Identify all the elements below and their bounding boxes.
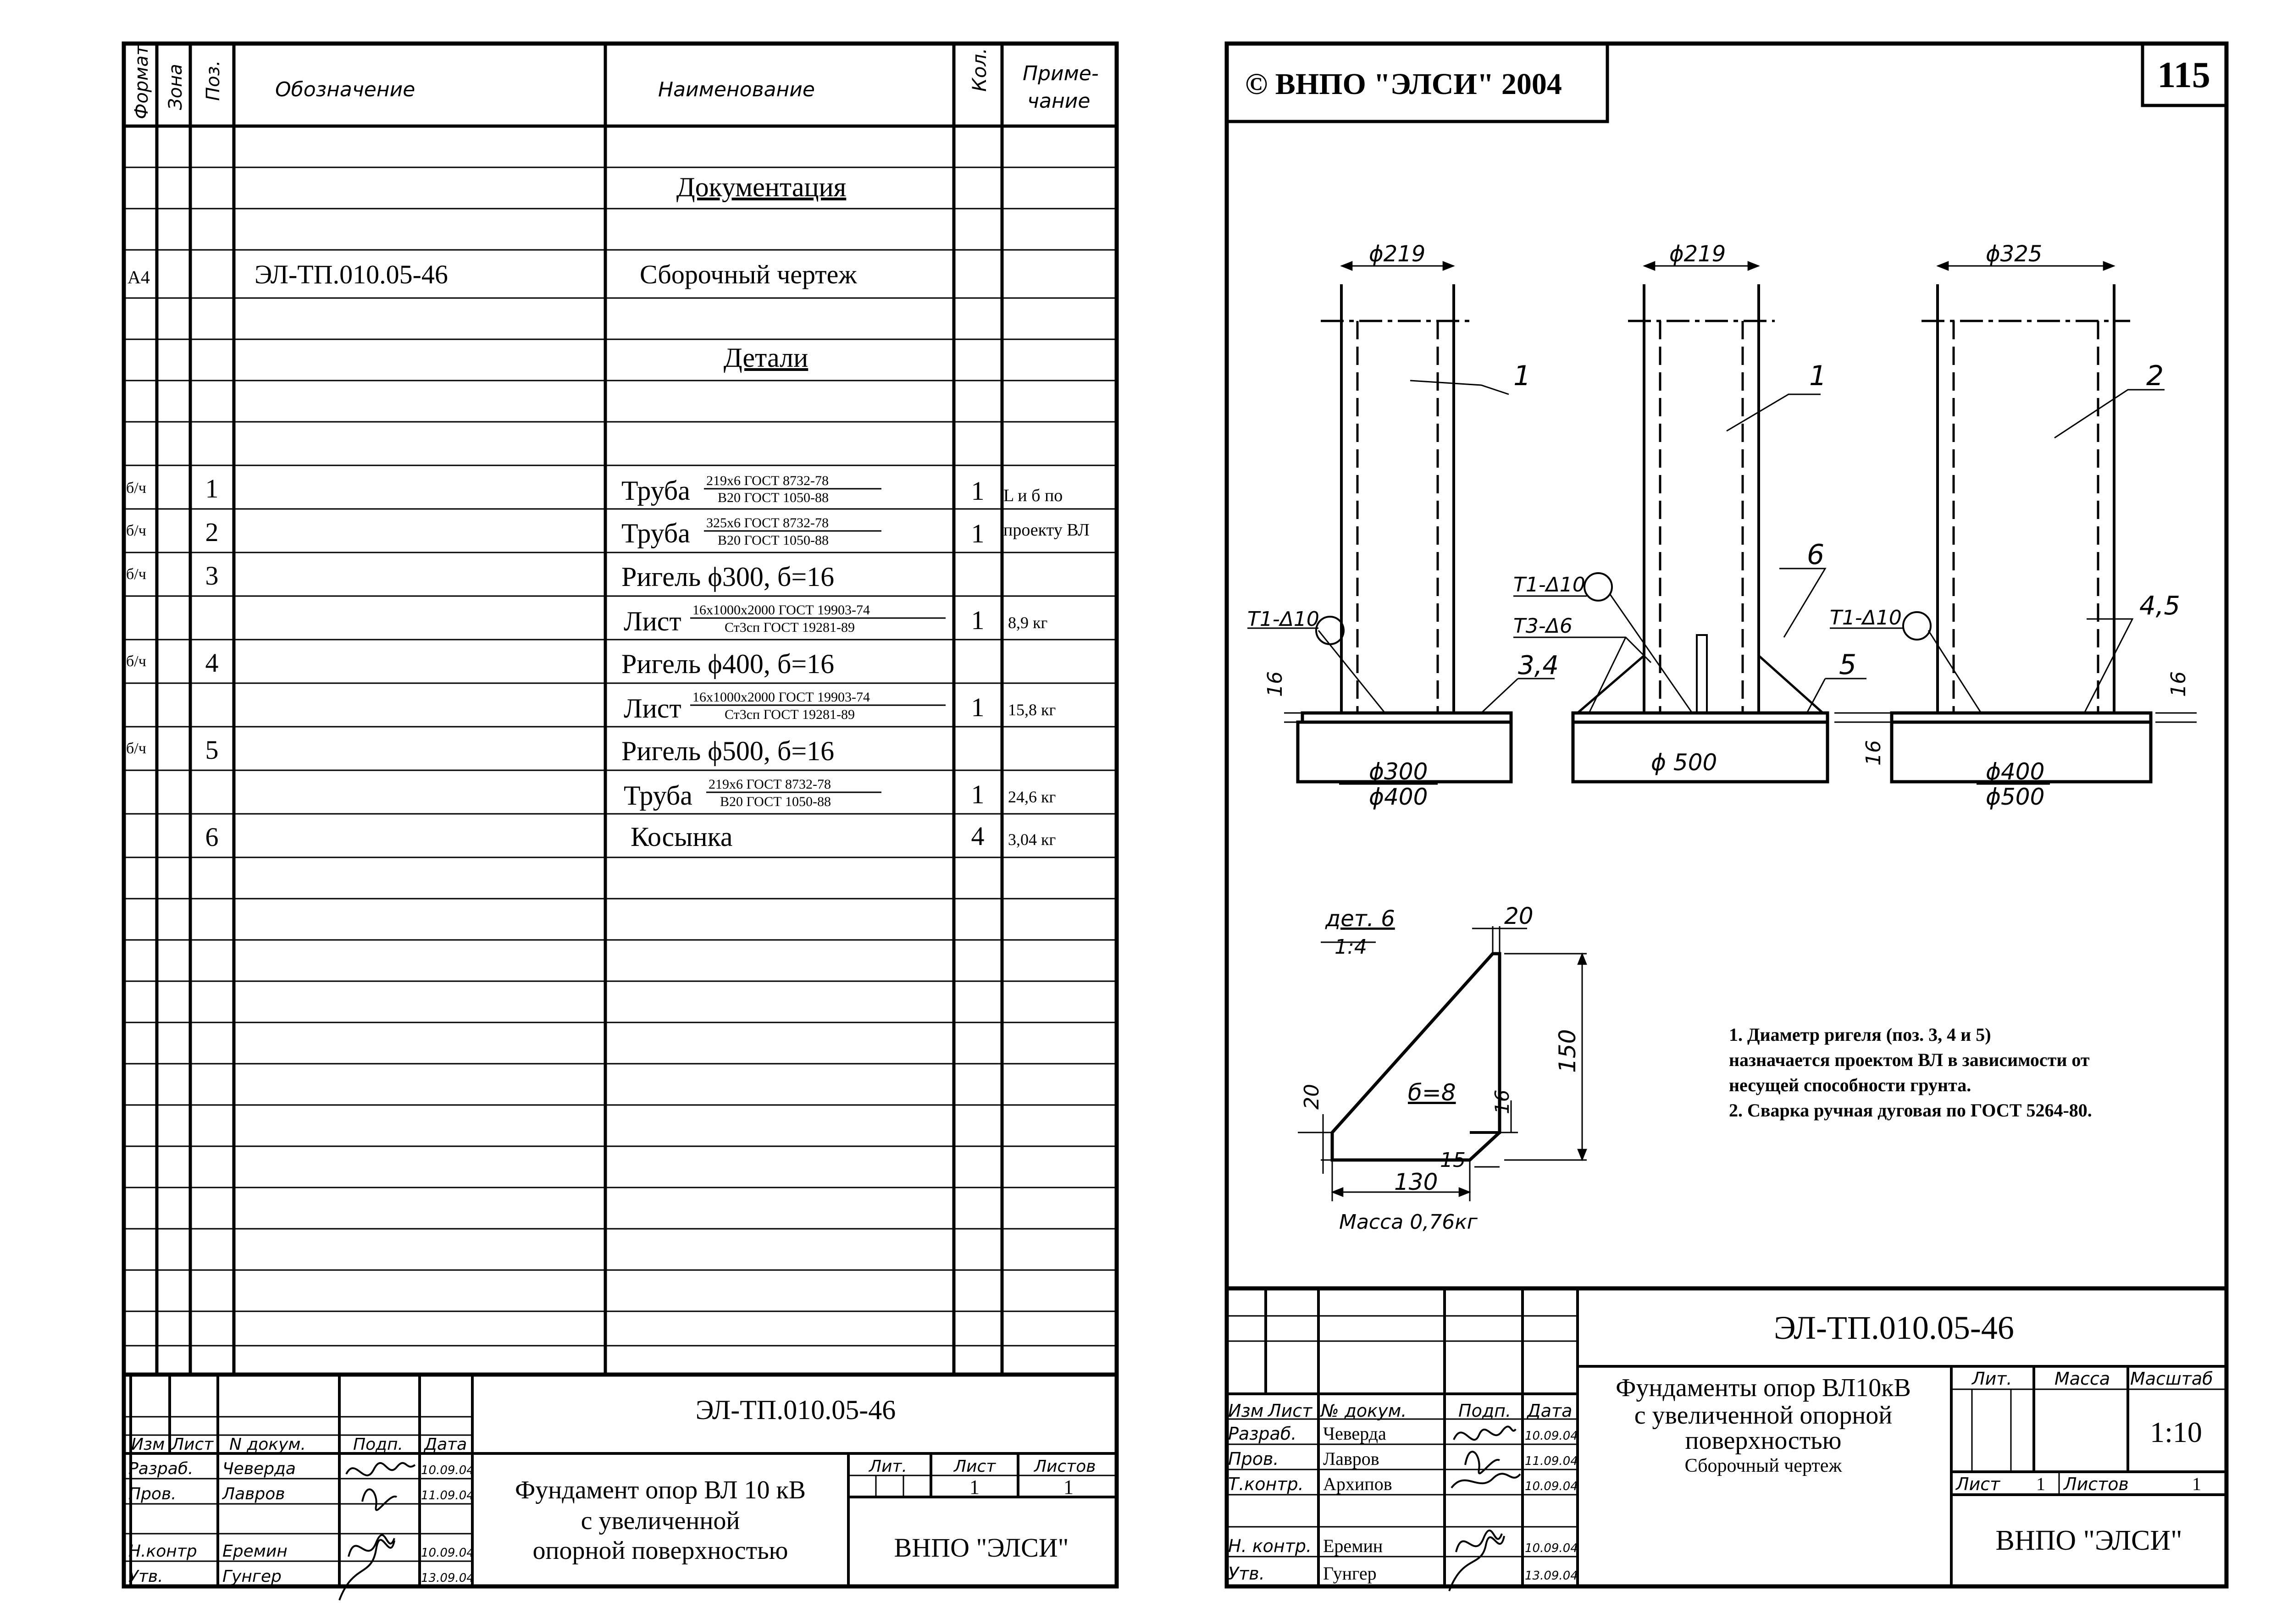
right-sheet-label: Лист (1956, 1474, 2000, 1494)
spec-rows (126, 172, 1090, 852)
header-qty: Кол. (968, 48, 991, 92)
right-sheets: 1 (2192, 1474, 2201, 1494)
row-name: Ригель ϕ400, б=16 (621, 649, 835, 679)
row-note: 3,04 кг (1008, 830, 1056, 849)
gusset-detail-labels (1300, 903, 1581, 1234)
row-qty: 1 (971, 605, 985, 635)
left-doc-code: ЭЛ-ТП.010.05-46 (695, 1395, 896, 1425)
right-date: 10.09.04 (1525, 1480, 1578, 1493)
right-title-texts (1228, 1309, 2213, 1591)
left-col-izm: Изм (131, 1435, 165, 1454)
row-qty: 1 (971, 476, 985, 506)
left-role: Н.контр (128, 1542, 197, 1561)
dim-d219b: ϕ219 (1669, 241, 1726, 267)
left-date: 10.09.04 (421, 1464, 474, 1477)
left-title-line-3: опорной поверхностью (532, 1536, 788, 1565)
thickness-16c: 16 (2167, 671, 2190, 697)
row-frac-bottom: В20 ГОСТ 1050-88 (718, 490, 829, 505)
copyright-label: © ВНПО "ЭЛСИ" 2004 (1245, 67, 1562, 101)
row-name: Сборочный чертеж (640, 260, 857, 289)
row-frac-top: 219х6 ГОСТ 8732-78 (709, 777, 831, 792)
right-role: Пров. (1228, 1449, 1279, 1469)
left-lit-label: Лит. (869, 1457, 907, 1476)
note-line: назначается проектом ВЛ в зависимости от (1729, 1050, 2090, 1070)
right-scale-label: Масштаб (2130, 1369, 2213, 1389)
left-date: 13.09.04 (421, 1571, 474, 1585)
callout-34: 3,4 (1518, 651, 1559, 680)
left-col-data: Дата (424, 1435, 467, 1454)
row-qty: 4 (971, 821, 985, 851)
dim-d500a: ϕ 500 (1651, 749, 1717, 776)
assembly-sheet (1227, 44, 2226, 1586)
left-title-line-1: Фундамент опор ВЛ 10 кВ (515, 1476, 806, 1504)
right-date: 11.09.04 (1525, 1454, 1578, 1468)
right-org: ВНПО "ЭЛСИ" (1995, 1525, 2182, 1556)
row-format: б/ч (126, 480, 146, 497)
header-note-2: чание (1027, 89, 1091, 113)
foundation-view-1 (1247, 266, 1555, 782)
detail-dim-20-top: 20 (1504, 903, 1534, 929)
row-name: Труба (624, 780, 692, 811)
right-col-izm: Изм (1228, 1401, 1264, 1421)
row-format: A4 (127, 267, 150, 287)
thickness-16a: 16 (1263, 671, 1287, 697)
header-pos: Поз. (203, 60, 224, 101)
row-note: 15,8 кг (1008, 701, 1056, 719)
right-date: 13.09.04 (1525, 1569, 1578, 1583)
detail-dim-16: 16 (1491, 1089, 1513, 1114)
row-frac-bottom: В20 ГОСТ 1050-88 (720, 794, 831, 809)
row-name: Труба (621, 518, 690, 548)
section-title-details: Детали (723, 342, 808, 373)
right-person: Гунгер (1323, 1563, 1377, 1584)
left-col-ndoc: N докум. (229, 1435, 306, 1454)
row-format: б/ч (126, 740, 146, 757)
header-format: Формат (131, 44, 152, 119)
right-person: Еремин (1323, 1536, 1383, 1556)
row-frac-top: 16х1000х2000 ГОСТ 19903-74 (692, 602, 870, 618)
note-line: 1. Диаметр ригеля (поз. 3, 4 и 5) (1729, 1024, 1991, 1045)
right-title-line-1: Фундаменты опор ВЛ10кВ (1616, 1374, 1911, 1402)
row-name: Косынка (631, 822, 733, 852)
weld-t1-b: Т1-Δ10 (1513, 573, 1585, 597)
row-frac-bottom: Ст3сп ГОСТ 19281-89 (725, 707, 855, 722)
right-col-data: Дата (1527, 1401, 1573, 1421)
detail-dim-130: 130 (1394, 1169, 1438, 1195)
right-date: 10.09.04 (1525, 1541, 1578, 1555)
right-title-line-2: с увеличенной опорной (1634, 1401, 1893, 1430)
note-line: 2. Сварка ручная дуговая по ГОСТ 5264-80. (1729, 1100, 2092, 1121)
left-role: Пров. (128, 1485, 177, 1503)
dim-d219a: ϕ219 (1369, 241, 1426, 267)
right-person: Чеверда (1323, 1423, 1386, 1444)
row-name: Ригель ϕ500, б=16 (621, 736, 835, 766)
row-designation: ЭЛ-ТП.010.05-46 (255, 260, 448, 289)
left-person: Лавров (222, 1485, 285, 1503)
weld-t1-a: Т1-Δ10 (1247, 608, 1319, 631)
left-sheet-label: Лист (954, 1457, 996, 1476)
right-mass-label: Масса (2054, 1369, 2110, 1389)
row-name: Труба (621, 475, 690, 506)
right-sheets-label: Листов (2064, 1474, 2129, 1494)
left-org: ВНПО "ЭЛСИ" (894, 1533, 1069, 1563)
left-role: Утв. (128, 1567, 163, 1586)
row-frac-bottom: В20 ГОСТ 1050-88 (718, 533, 829, 548)
callout-5: 5 (1839, 649, 1857, 681)
row-pos: 4 (205, 648, 219, 678)
left-sheets-label: Листов (1034, 1457, 1096, 1476)
detail-dim-15: 15 (1440, 1149, 1466, 1172)
right-col-list: Лист (1268, 1401, 1312, 1421)
callout-1a: 1 (1513, 360, 1531, 392)
foundation-view-3 (1830, 266, 2197, 782)
header-name: Наименование (658, 78, 815, 101)
right-col-ndoc: № докум. (1321, 1401, 1407, 1421)
callout-6: 6 (1807, 539, 1825, 571)
right-scale: 1:10 (2150, 1416, 2202, 1448)
row-pos: 2 (205, 517, 219, 547)
section-title-documentation: Документация (676, 172, 847, 202)
dim-d300: ϕ300 (1369, 758, 1428, 785)
foundation-view-3-labels (1830, 241, 2190, 810)
left-role: Разраб. (128, 1459, 194, 1478)
row-pos: 6 (205, 822, 219, 852)
row-name: Лист (624, 693, 681, 724)
row-frac-top: 16х1000х2000 ГОСТ 19903-74 (692, 690, 870, 705)
left-date: 11.09.04 (421, 1489, 474, 1502)
right-lit-label: Лит. (1972, 1369, 2012, 1389)
row-format: б/ч (126, 522, 146, 539)
row-name: Лист (624, 606, 681, 636)
row-format: б/ч (126, 566, 146, 583)
header-note-1: Приме- (1023, 62, 1099, 85)
right-date: 10.09.04 (1525, 1429, 1578, 1443)
dim-d400a: ϕ400 (1369, 784, 1428, 810)
row-format: б/ч (126, 653, 146, 670)
left-person: Гунгер (222, 1567, 282, 1586)
callout-2: 2 (2146, 360, 2164, 392)
left-person: Еремин (222, 1542, 288, 1561)
dim-d325: ϕ325 (1986, 241, 2043, 267)
detail-scale: 1:4 (1335, 935, 1367, 959)
left-date: 10.09.04 (421, 1546, 474, 1560)
row-frac-top: 325х6 ГОСТ 8732-78 (706, 515, 829, 530)
right-role: Н. контр. (1228, 1536, 1312, 1556)
right-title-line-3: поверхностью (1685, 1426, 1842, 1455)
callout-45: 4,5 (2139, 591, 2181, 621)
row-frac-top: 219х6 ГОСТ 8732-78 (706, 473, 829, 488)
right-col-podp: Подп. (1458, 1401, 1512, 1421)
left-col-podp: Подп. (353, 1435, 403, 1454)
right-doc-code: ЭЛ-ТП.010.05-46 (1774, 1309, 2014, 1346)
right-subtitle: Сборочный чертеж (1684, 1455, 1842, 1476)
dim-d400b: ϕ400 (1986, 758, 2045, 785)
left-person: Чеверда (222, 1459, 296, 1478)
drawing-notes (1729, 1024, 2092, 1121)
note-line: несущей способности грунта. (1729, 1075, 1971, 1095)
row-name: Ригель ϕ300, б=16 (621, 562, 835, 592)
detail-thickness: б=8 (1408, 1079, 1456, 1106)
row-qty: 1 (971, 692, 985, 722)
thickness-16b: 16 (1862, 740, 1885, 766)
row-note: 24,6 кг (1008, 788, 1056, 806)
row-pos: 3 (205, 561, 219, 591)
detail-dim-150: 150 (1554, 1029, 1581, 1073)
header-designation: Обозначение (275, 78, 415, 101)
row-note: L и б по (1003, 486, 1063, 505)
right-person: Лавров (1323, 1448, 1379, 1469)
spec-grid-rows (124, 167, 1117, 1346)
row-qty: 1 (971, 519, 985, 548)
weld-t1-c: Т1-Δ10 (1830, 606, 1902, 630)
row-frac-bottom: Ст3сп ГОСТ 19281-89 (725, 620, 855, 635)
left-sheets: 1 (1063, 1476, 1074, 1498)
detail-dim-20-left: 20 (1300, 1084, 1323, 1110)
page-number: 115 (2157, 55, 2210, 95)
right-role: Разраб. (1228, 1424, 1297, 1444)
callout-1b: 1 (1809, 360, 1827, 392)
right-sheet: 1 (2036, 1474, 2045, 1494)
row-note: 8,9 кг (1008, 613, 1048, 632)
right-person: Архипов (1323, 1474, 1392, 1494)
detail-mass: Масса 0,76кг (1339, 1210, 1478, 1234)
header-zone: Зона (165, 64, 186, 110)
left-sheet: 1 (969, 1476, 980, 1498)
row-qty: 1 (971, 779, 985, 809)
signature-scribbles (339, 1463, 415, 1600)
signature-scribbles-right (1449, 1426, 1520, 1591)
row-note: проекту ВЛ (1003, 520, 1090, 540)
weld-t3: Т3-Δ6 (1513, 614, 1573, 638)
row-pos: 5 (205, 735, 219, 765)
row-pos: 1 (205, 474, 219, 503)
left-title-line-2: с увеличенной (581, 1507, 740, 1535)
foundation-view-2 (1513, 266, 1894, 782)
dim-d500b: ϕ500 (1986, 784, 2045, 810)
detail-title: дет. 6 (1325, 906, 1395, 932)
left-col-list: Лист (172, 1435, 214, 1454)
right-role: Утв. (1228, 1563, 1265, 1584)
right-role: Т.контр. (1228, 1474, 1304, 1494)
